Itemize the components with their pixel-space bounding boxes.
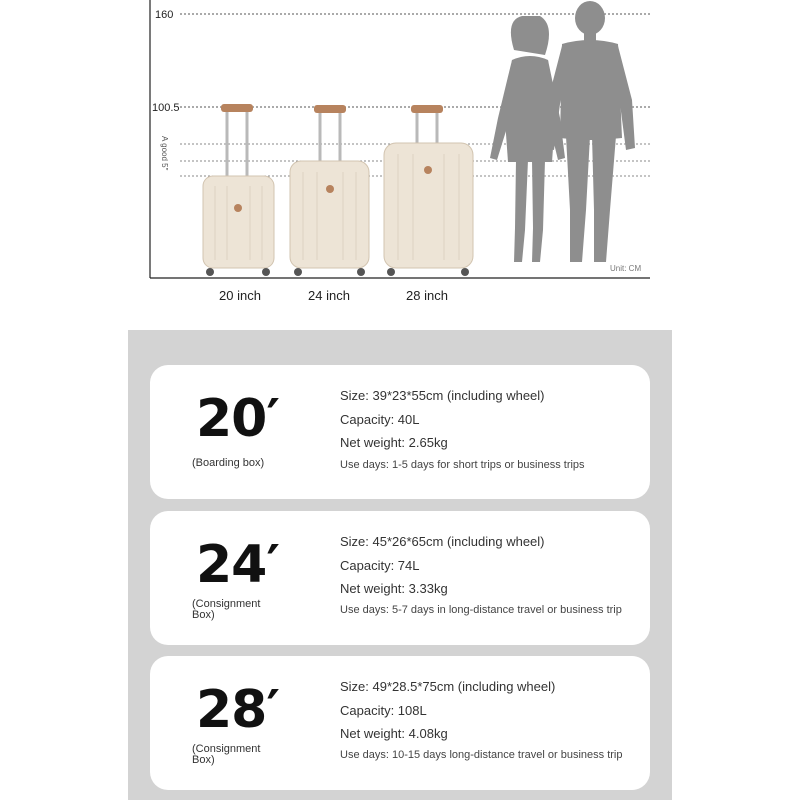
use-days-line: Use days: 10-15 days long-distance travel or business trip <box>340 749 623 761</box>
box-type-label: (Boarding box) <box>192 457 265 469</box>
suitcase-24-icon <box>290 105 369 276</box>
capacity-line: Capacity: 40L <box>340 412 420 427</box>
unit-note: Unit: CM <box>610 264 642 273</box>
weight-line: Net weight: 3.33kg <box>340 581 448 596</box>
suitcase-label-28: 28 inch <box>406 288 448 303</box>
size-line: Size: 49*28.5*75cm (including wheel) <box>340 679 556 694</box>
spec-card-24 <box>150 511 650 645</box>
weight-line: Net weight: 2.65kg <box>340 435 448 450</box>
use-days-line: Use days: 1-5 days for short trips or business trips <box>340 459 585 471</box>
suitcase-20-icon <box>203 104 274 276</box>
capacity-line: Capacity: 108L <box>340 703 427 718</box>
tick-label-160: 160 <box>155 9 174 21</box>
size-title: 20′ <box>196 389 280 449</box>
suitcase-label-20: 20 inch <box>219 288 261 303</box>
suitcase-28-icon <box>384 105 473 276</box>
suitcase-label-24: 24 inch <box>308 288 350 303</box>
height-chart-svg <box>0 0 800 320</box>
height-comparison-chart <box>0 0 800 320</box>
size-line: Size: 45*26*65cm (including wheel) <box>340 534 545 549</box>
spec-card-20 <box>150 365 650 499</box>
size-line: Size: 39*23*55cm (including wheel) <box>340 388 545 403</box>
spec-panel <box>128 330 672 800</box>
weight-line: Net weight: 4.08kg <box>340 726 448 741</box>
use-days-line: Use days: 5-7 days in long-distance travel or business trip <box>340 604 622 616</box>
size-title: 24′ <box>196 535 280 595</box>
box-type-label: (Consignment Box) <box>192 743 261 766</box>
size-title: 28′ <box>196 680 280 740</box>
vertical-note: A good 5" <box>160 136 169 171</box>
tick-label-100: 100.5 <box>152 102 180 114</box>
box-type-label: (Consignment Box) <box>192 598 261 621</box>
capacity-line: Capacity: 74L <box>340 558 420 573</box>
spec-card-28 <box>150 656 650 790</box>
